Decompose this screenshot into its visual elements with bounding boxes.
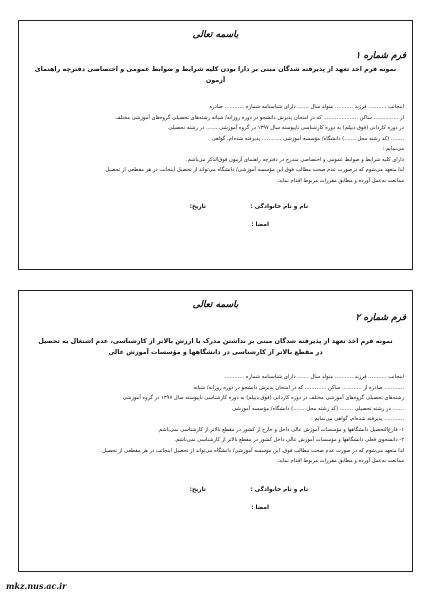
form-2-title <box>27 336 404 358</box>
form-2-signature-date: تاریخ: <box>189 486 206 493</box>
form-2-line: ............ پذیرفته شده‌ام، گواهی می‌نمایم : <box>311 416 404 422</box>
form-2-signature-block <box>27 487 404 527</box>
form-1-line: لذا متعهد می‌شوم که درصورت عدم صحت مطالب فوق این مؤسسه آموزشی/ دانشگاه می‌تواند از تحصیل اینجانب در هر مقطعی از تحصیل <box>105 167 404 173</box>
form-2-line: اینجانب ........... فرزند ........... متولد سال ....... دارای شناسنامه شماره ............ <box>224 374 404 380</box>
form-2-signature-name: نام و نام خانوادگی : <box>250 486 308 493</box>
form-1 <box>18 20 413 270</box>
form-1-title: نمونه فرم اخذ تعهد از پذیرفته شدگان مبنی بر دارا بودن کلیه شرایط و ضوابط عمومی و اختصاصی دفترچه راهنمای آزمون <box>34 65 397 84</box>
form-1-signature-sign: امضا : <box>251 222 269 228</box>
form-1-line: می‌نمایم : <box>382 146 404 152</box>
form-1-line: اینجانب ........... فرزند ........... متولد سال ....... دارای شناسنامه شماره ............ صادره <box>209 104 404 110</box>
form-2-number: فرم شماره ۲ <box>355 313 406 323</box>
form-1-line: در دوره کاردانی (فوق دیپلم) به دوره کارشناسی ناپیوسته سال ۱۳۹۷ در گروه آموزشی ....... در رشته تحصیلی <box>168 125 404 131</box>
form-1-signature-name: نام و نام خانوادگی : <box>250 204 308 210</box>
form-2-line: ۲- دانشجوی فعلی دانشگاهها و مؤسسات آموزش عالی داخل کشور در مقطع بالاتر از کارشناسی نمی‌باشم. <box>174 437 404 443</box>
form-1-line: ممانعت به‌عمل آورده و مطابق مقررات مربوط اقدام نماید. <box>276 177 404 184</box>
form-1-line: ........ (کد رشته محل .......) دانشگاه/ مؤسسه آموزشی ............ پذیرفته شده‌ام، گواهی <box>211 135 404 142</box>
form-2-line: ممانعت به‌عمل آورده و مطابق مقررات مربوط اقدام نماید. <box>276 458 404 464</box>
form-2-line: ....... در رشته تحصیلی ........ (کد رشته محل .......) دانشگاه/ مؤسسه آموزشی <box>232 405 404 412</box>
form-2-bismillah: باسمه تعالی <box>192 300 239 310</box>
form-1-signature-block <box>27 204 404 244</box>
form-1-bismillah: باسمه تعالی <box>192 30 239 40</box>
form-1-line: دارای کلیه شرایط و ضوابط عمومی و اختصاصی مندرج در دفترچه راهنمای آزمون فوق‌الذکر می‌باشم. <box>185 156 404 163</box>
form-2-title-line-2: در مقطع بالاتر از کارشناسی در دانشگاهها و مؤسسات آموزش عالی <box>108 348 323 356</box>
form-2 <box>18 290 413 572</box>
form-1-body <box>27 102 404 186</box>
form-2-line: ............ صادره از ............ ساکن ............. که در امتحان پذیرش دانشجو در دوره روزانه/ شبانه <box>193 384 404 391</box>
form-2-body <box>27 372 404 467</box>
footer-watermark-url: mkz.nus.ac.ir <box>6 581 67 591</box>
form-2-line: لذا متعهد می‌شوم که در صورت عدم صحت مطالب فوق، این مؤسسه آموزشی/ دانشگاه می‌تواند از تحصیل اینجانب در هر مقطعی از تحصیل <box>102 447 404 454</box>
form-2-title-line-1: نمونه فرم اخذ تعهد از پذیرفته شدگان مبنی بر نداشتن مدرک با ارزش بالاتر از کارشناسی، عدم اشتغال به تحصیل <box>38 337 393 345</box>
form-2-signature-sign: امضا : <box>251 504 269 511</box>
form-2-line: ۱- فارغ‌التحصیل دانشگاهها و مؤسسات آموزش عالی داخل و خارج از کشور در مقطع بالاتر از کارشناسی نمی‌باشم. <box>157 426 404 433</box>
form-1-line: از ............... ساکن ..................... که در امتحان پذیرش دانشجو در دوره روزانه/ شبانه رشته‌های تحصیلی گروه‌های آموزشی مختلف <box>115 114 404 121</box>
form-1-number: فرم شماره ۱ <box>355 51 406 61</box>
form-1-signature-date: تاریخ: <box>189 204 206 210</box>
form-2-line: رشته‌های تحصیلی گروه‌های آموزشی مختلف در دوره کاردانی (فوق دیپلم) به دوره کارشناسی ناپیوسته سال ۱۳۹۷ در گروه آموزشی <box>122 395 404 401</box>
